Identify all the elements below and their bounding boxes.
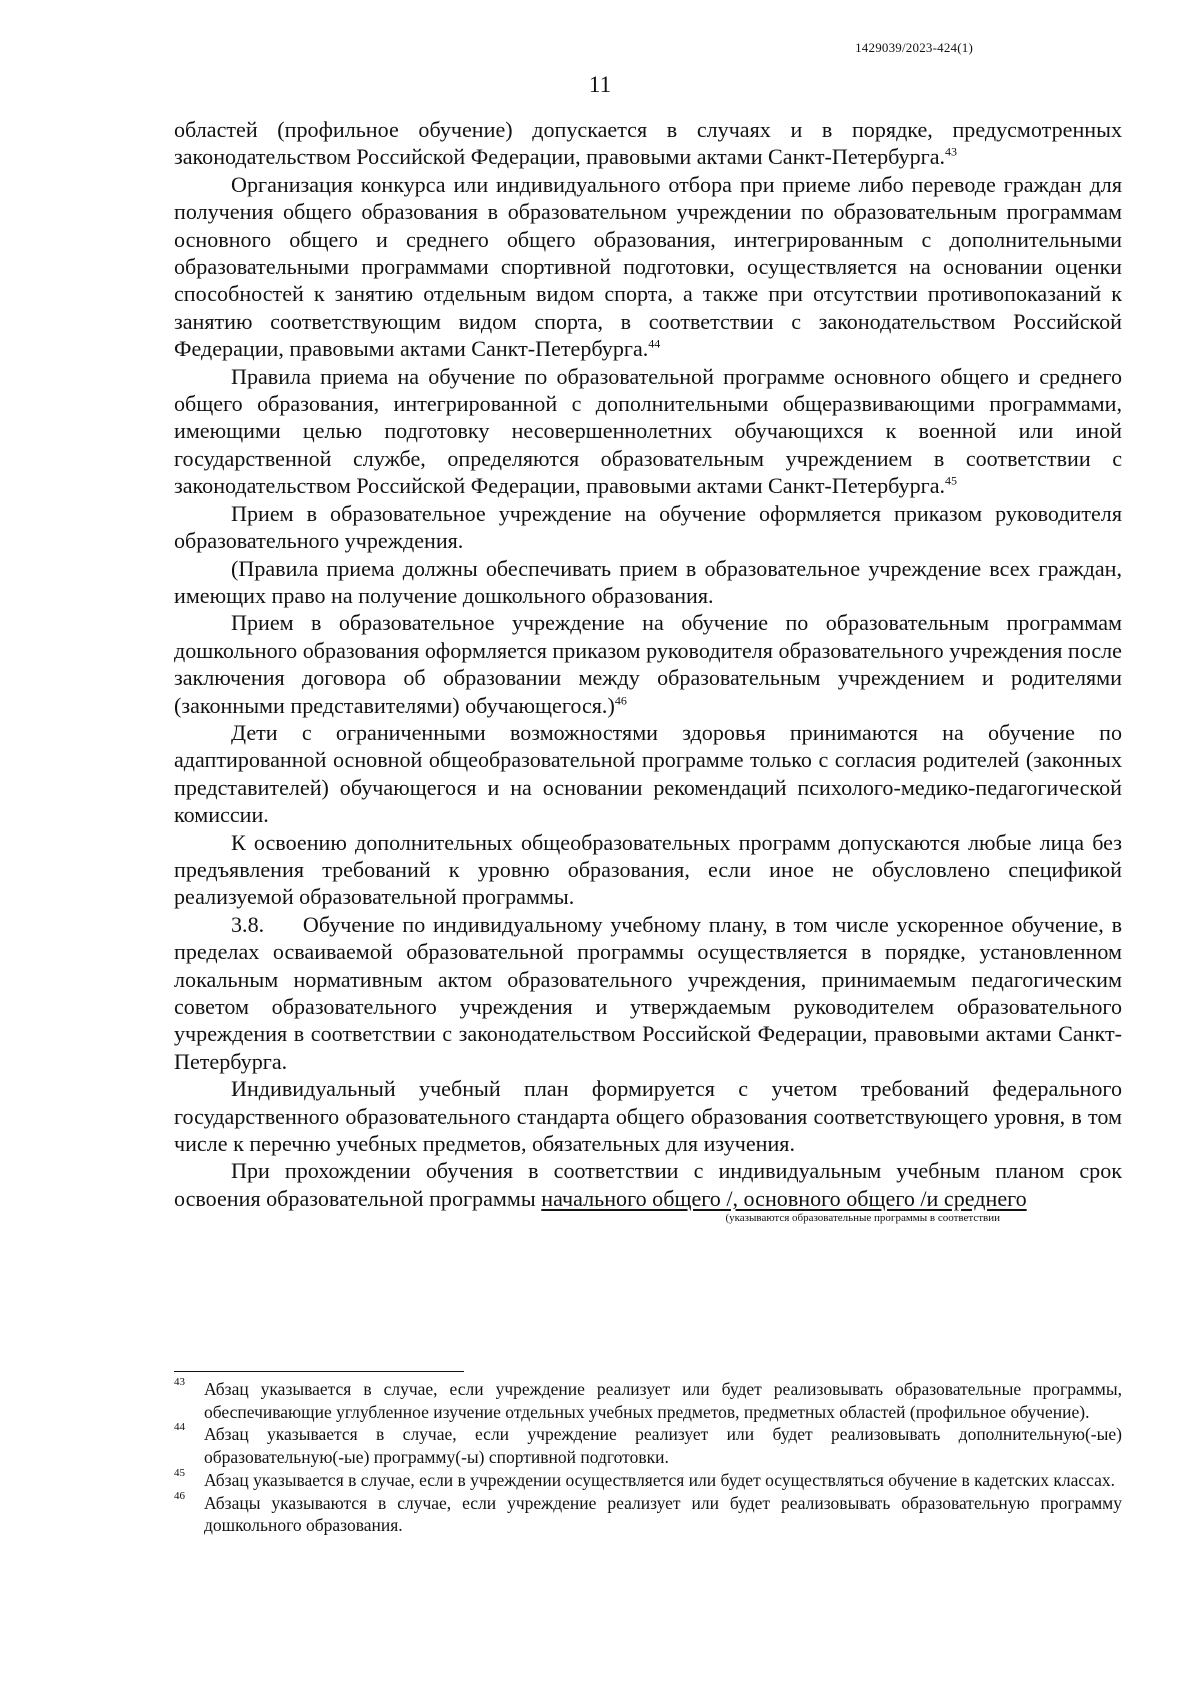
footnote-ref: 45 — [945, 473, 958, 488]
footnote-separator — [174, 1371, 464, 1372]
paragraph-text: Правила приема на обучение по образовательной программе основного общего и среднего общего образования, интегрированной с дополнительными общеразвивающими программами, имеющими целью подготовку несовершеннолетних обучающихся к военной или иной государственной службе, определяются образовательным учреждением в соответствии с законодательством Российской Федерации, правовыми актами Санкт-Петербурга. — [174, 363, 1122, 499]
paragraph: К освоению дополнительных общеобразовательных программ допускаются любые лица без предъявления требований к уровню образования, если иное не обусловлено спецификой реализуемой образовательной программы. — [174, 829, 1122, 910]
paragraph-text: Организация конкурса или индивидуального отбора при приеме либо переводе граждан для получения общего образования в образовательном учреждении по образовательным программам основного общего и среднего общего образования, интегрированным с дополнительными образовательными программами спортивной подготовки, осуществляется на основании оценки способностей к занятию отдельным видом спорта, а также при отсутствии противопоказаний к занятию соответствующим видом спорта, в соответствии с законодательством Российской Федерации, правовыми актами Санкт-Петербурга. — [174, 171, 1122, 362]
paragraph-text: областей (профильное обучение) допускается в случаях и в порядке, предусмотренных законодательством Российской Федерации, правовыми актами Санкт-Петербурга. — [174, 117, 1122, 170]
section-number: 3.8. — [231, 911, 265, 937]
paragraph — [174, 911, 1122, 1075]
footnote-number: 46 — [174, 1489, 185, 1502]
paragraph: Индивидуальный учебный план формируется с учетом требований федерального государственного образовательного стандарта общего образования соответствующего уровня, в том числе к перечню учебных предметов, обязательных для изучения. — [174, 1076, 1122, 1157]
fill-in-caption: (указываются образовательные программы в соответствии — [725, 1212, 1000, 1225]
footnote — [174, 1378, 1122, 1423]
footnote-text: Абзацы указываются в случае, если учреждение реализует или будет реализовывать образовательную программу дошкольного образования. — [204, 1492, 1122, 1536]
paragraph: Прием в образовательное учреждение на обучение оформляется приказом руководителя образовательного учреждения. — [174, 500, 1122, 554]
footnote-ref: 46 — [614, 693, 627, 708]
paragraph: Дети с ограниченными возможностями здоровья принимаются на обучение по адаптированной основной общеобразовательной программе только с согласия родителей (законных представителей) обучающегося и на основании рекомендаций психолого-медико-педагогической комиссии. — [174, 719, 1122, 828]
page-number: 11 — [588, 72, 612, 97]
paragraph — [174, 1157, 1122, 1225]
paragraph — [174, 363, 1122, 500]
footnote-number: 44 — [174, 1421, 185, 1434]
underlined-fill-in: начального общего /, основного общего /и среднего — [541, 1185, 1027, 1211]
footnote — [174, 1423, 1122, 1468]
footnote-ref: 44 — [648, 336, 661, 351]
footnotes — [174, 1378, 1122, 1537]
paragraph-text: При прохождении обучения в соответствии с индивидуальным учебным планом срок освоения образовательной программы — [174, 1158, 1122, 1211]
footnote-number: 45 — [174, 1466, 185, 1479]
footnote-ref: 43 — [945, 145, 958, 160]
footnote-text: Абзац указывается в случае, если учреждение реализует или будет реализовывать образовательные программы, обеспечивающие углубленное изучение отдельных учебных предметов, предметных областей (профильное обучение). — [204, 1379, 1122, 1422]
paragraph — [174, 609, 1122, 719]
footnote-text: Абзац указывается в случае, если в учреждении осуществляется или будет осуществляться обучение в кадетских классах. — [204, 1469, 1116, 1490]
document-id: 1429039/2023-424(1) — [855, 40, 973, 55]
footnote-text: Абзац указывается в случае, если учреждение реализует или будет реализовывать дополнительную(-ые) образовательную(-ые) программу(-ы) спортивной подготовки. — [204, 1424, 1122, 1468]
footnote — [174, 1489, 1122, 1537]
document-body — [174, 116, 1122, 1225]
paragraph-text: Обучение по индивидуальному учебному плану, в том числе ускоренное обучение, в пределах осваиваемой образовательной программы осуществляется в порядке, установленном локальным нормативным актом образовательного учреждения, принимаемым педагогическим советом образовательного учреждения и утверждаемым руководителем образовательного учреждения в соответствии с законодательством Российской Федерации, правовыми актами Санкт-Петербурга. — [174, 911, 1123, 1074]
paragraph: (Правила приема должны обеспечивать прием в образовательное учреждение всех граждан, имеющих право на получение дошкольного образования. — [174, 555, 1122, 608]
paragraph — [174, 116, 1122, 171]
footnote-number: 43 — [174, 1376, 185, 1388]
footnote — [174, 1466, 1122, 1492]
paragraph — [174, 171, 1122, 363]
paragraph-text: Прием в образовательное учреждение на обучение по образовательным программам дошкольного образования оформляется приказом руководителя образовательного учреждения после заключения договора об образовании между образовательным учреждением и родителями (законными представителями) обучающегося.) — [174, 610, 1122, 718]
